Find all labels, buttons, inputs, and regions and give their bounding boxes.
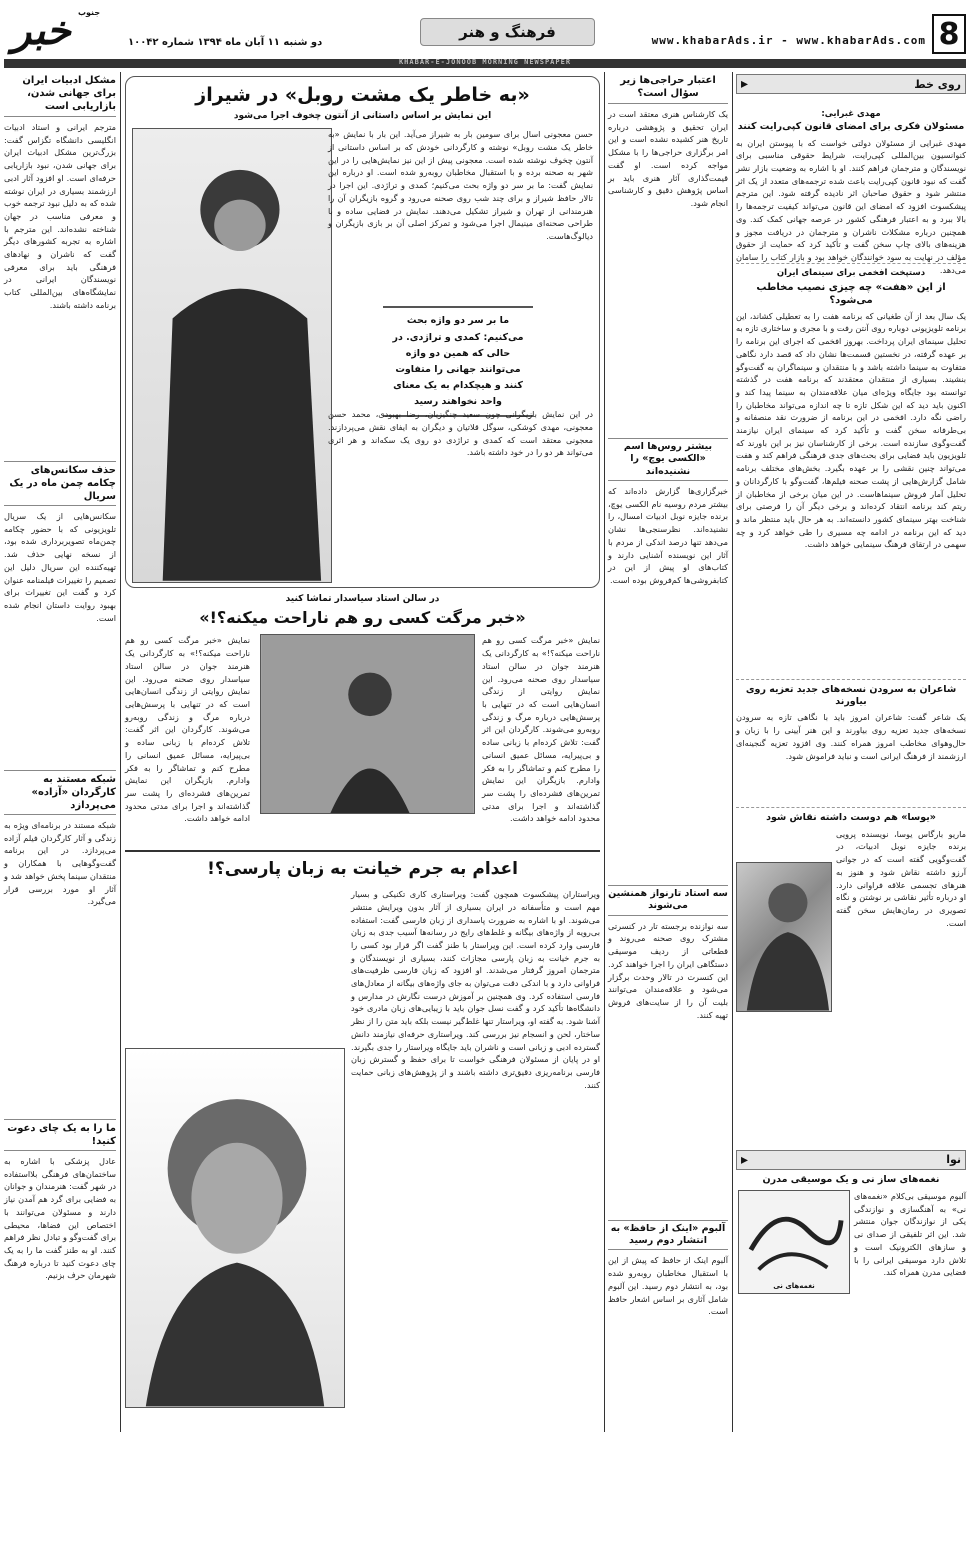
- column-divider: [120, 72, 121, 1432]
- language-story: [125, 850, 600, 1432]
- story-text: ماریو بارگاس یوسا، نویسنده پرویی برنده جایزه نوبل ادبیات، در گفت‌وگویی گفته است که در جوانی آرزو داشته نقاش شود و هنوز به هنرهای تجسمی علاقه فراوانی دارد. او درباره تأثیر نقاشی بر نوشتن و نگاه تصویری در رمان‌هایش سخن گفته است.: [836, 828, 966, 928]
- story-body: نمایش «خبر مرگت کسی رو هم ناراحت میکنه؟!» به کارگردانی یک هنرمند جوان در سالن استاد سیاسدار روی صحنه می‌رود. این نمایش روایتی از زندگی انسان‌هایی است که در تنهایی با پرسش‌هایی درباره مرگ و زندگی روبه‌رو می‌شوند. کارگردان این اثر گفت: تلاش کرده‌ام با زبانی ساده و بی‌پیرایه، مسائل عمیق انسانی را مطرح کنم و تماشاگر را به فکر وادارم. بازیگران این نمایش تمرین‌های فشرده‌ای را پشت سر گذاشته‌اند و اجرا برای مدتی محدود ادامه خواهد داشت.: [125, 635, 250, 824]
- column-divider: [604, 72, 605, 1432]
- story-body: مهدی غبرایی از مسئولان دولتی خواست که با پیوستن ایران به کنوانسیون بین‌المللی کپی‌رایت، شرایط حقوقی مناسبی برای نویسندگان و مترجمان فراهم کنند. او با اشاره به وضعیت بازار نشر گفت که نبود قانون کپی‌رایت باعث شده ترجمه‌های متعدد از یک اثر منتشر شود و حقوق صاحبان اثر نادیده گرفته شود. این مترجم پیشکسوت افزود که امضای این قانون می‌تواند کیفیت ترجمه‌ها را بالا ببرد و به اعتبار فرهنگی کشور در عرصه جهانی کمک کند. وی همچنین درباره مشکلات ناشران و مترجمان در دریافت مجوز و هزینه‌های بالای چاپ سخن گفت و تأکید کرد که حمایت از حقوق مؤلف در نهایت به سود خوانندگان خواهد بود و بازار کتاب را سامان می‌دهد.: [736, 137, 966, 275]
- album-cover-title: نغمه‌های نی: [773, 1281, 815, 1290]
- story-body: نمایش «خبر مرگت کسی رو هم ناراحت میکنه؟!» به کارگردانی یک هنرمند جوان در سالن استاد سیاسدار روی صحنه می‌رود. این نمایش روایتی از زندگی انسان‌هایی است که در تنهایی با پرسش‌هایی درباره مرگ و زندگی روبه‌رو می‌شوند. کارگردان این اثر گفت: تلاش کرده‌ام با زبانی ساده و بی‌پیرایه، مسائل عمیق انسانی را مطرح کنم و تماشاگر را به فکر وادارم. بازیگران این نمایش تمرین‌های فشرده‌ای را پشت سر گذاشته‌اند و اجرا برای مدتی محدود ادامه خواهد داشت.: [482, 635, 600, 824]
- pull-quote: ما بر سر دو واژه بحث می‌کنیم: کمدی و تراژدی. در حالی که همین دو واژه می‌توانند جهانی را متفاوت کنند و هیچکدام به یک معنای واحد نخواهند رسید: [383, 306, 533, 417]
- story-body: مترجم ایرانی و استاد ادبیات انگلیسی دانشگاه تگزاس گفت: بزرگ‌ترین مشکل ادبیات ایران برای جهانی شدن، نبود بازاریابی حرفه‌ای است. او افزود آثار ادبی ارزشمند بسیاری در ایران نوشته شده که به دلیل نبود ترجمه خوب و معرفی مناسب در جهان شناخته نشده‌اند. این مترجم با اشاره به تجربه کشورهای دیگر گفت که ناشران و نهادهای فرهنگی باید برای معرفی نویسندگان ایرانی در نمایشگاه‌های بین‌المللی کتاب برنامه داشته باشند.: [4, 122, 116, 310]
- newspaper-logo: [8, 6, 120, 58]
- story-title: شاعران به سرودن نسخه‌های جدید تعزیه روی بیاورند: [745, 683, 957, 708]
- story-title: از این «هفت» چه چیزی نصیب مخاطب می‌شود؟: [756, 281, 946, 306]
- right-column: [736, 74, 966, 1432]
- left-column: [4, 74, 116, 1432]
- story-body: یک کارشناس هنری معتقد است در ایران تحقیق و پژوهشی درباره تاریخ هنر کشیده نشده است و این امر برگزاری حراجی‌ها را با مشکل مواجه کرده است. او گفت قیمت‌گذاری آثار هنری باید بر اساس پژوهش دقیق و کارشناسی انجام شود.: [608, 109, 728, 208]
- banner-text: KHABAR-E-JONOOB MORNING NEWSPAPER: [398, 58, 572, 66]
- theater-story: [125, 594, 600, 844]
- story-body: [736, 1190, 966, 1380]
- arrow-icon: ▸: [741, 1151, 749, 1168]
- story-body: سه نوازنده برجسته تار در کنسرتی مشترک روی صحنه می‌روند و قطعاتی از ردیف موسیقی دستگاهی ایران را اجرا خواهند کرد. این کنسرت در تالار وحدت برگزار می‌شود و علاقه‌مندان می‌توانند بلیت آن را از سایت‌های فروش تهیه کنند.: [608, 920, 728, 1020]
- story-body: خبرگزاری‌ها گزارش داده‌اند که بیشتر مردم روسیه نام الکسی یوچ، برنده جایزه نوبل ادبیات امسال، را نشنیده‌اند. نظرسنجی‌ها نشان می‌دهد تنها درصد اندکی از مردم با آثار این نویسنده آشنایی دارند و کتاب‌های او پیش از این در کتابفروشی‌ها کم‌فروش بوده است.: [608, 486, 728, 585]
- section-title: فرهنگ و هنر: [420, 18, 595, 46]
- logo-sub: جنوب: [78, 8, 101, 17]
- story-title: سه استاد تارنواز همنشین می‌شوند: [608, 885, 728, 916]
- story-title: اعتبار حراجی‌ها زیر سؤال است؟: [608, 74, 728, 104]
- site-url[interactable]: www.khabarAds.ir - www.khabarAds.com: [651, 34, 926, 47]
- story-text: ویراستاران پیشکسوت همچون گفت: ویراستاری کاری تکنیکی و بسیار مهم است و متأسفانه در ایران بسیاری از آثار بدون ویرایش منتشر می‌شوند. او با اشاره به ضرورت پاسداری از زبان فارسی گفت: استفاده بی‌رویه از واژه‌های بیگانه و غلط‌های رایج در رسانه‌ها آسیب جدی به زبان فارسی وارد کرده است. این ویراستار با طنز گفت اگر قرار بود کسی را به جرم خیانت به زبان پارسی مجازات کنند، بسیاری از نویسندگان و مترجمان امروز گرفتار می‌شدند. او افزود که زبان فارسی ظرفیت‌های فراوانی دارد و با اندکی دقت می‌توان به جای واژه‌های بیگانه از معادل‌های فارسی استفاده کرد. وی همچنین بر آموزش درست نگارش در مدارس و دانشگاه‌ها تأکید کرد و گفت نسل جوان باید با زیبایی‌های زبان مادری خود آشنا شود. به گفته او، ویراستار تنها غلط‌گیر نیست بلکه باید متن را از نظر ساختار، لحن و انسجام نیز بررسی کند. ویراستاری حرفه‌ای نیازمند دانش گسترده ادبی و زبانی است و ناشران باید جایگاه ویراستار را جدی بگیرند. او در پایان از مسئولان فرهنگی خواست تا برای حفظ و گسترش زبان فارسی برنامه‌ریزی دقیق‌تری داشته باشند و از پژوهش‌های زبانی حمایت کنند.: [351, 889, 600, 1090]
- float-spacer: [736, 1190, 854, 1298]
- feature-body: در این نمایش بازیگرانی چون سعید چنگیزیان، رضا بهبودی، محمد حسن معجونی، مهدی کوشکی، سوگل قلاتیان و دیگران به ایفای نقش می‌پردازند. معجونی معتقد است که کمدی و تراژدی دو روی یک سکه‌اند و هر اثری می‌تواند هر دو را در خود داشته باشد.: [328, 409, 593, 458]
- scene-photo: [260, 634, 475, 814]
- story-author: مهدی غبرایی:: [821, 109, 881, 119]
- story-body: [125, 888, 600, 1428]
- story-title: مشکل ادبیات ایران برای جهانی شدن، بازاریابی است: [4, 74, 116, 117]
- feature-title: «به خاطر یک مشت روبل» در شیراز: [195, 84, 530, 106]
- box-title: روی خط: [914, 77, 961, 91]
- story-body: یک شاعر گفت: شاعران امروز باید با نگاهی تازه به سرودن نسخه‌های جدید تعزیه روی بیاورند و این هنر آیینی را با زبان و حال‌وهوای مخاطب امروز همراه کنند. وی افزود تعزیه گنجینه‌ای ارزشمند از فرهنگ ایرانی است و نباید فراموش شود.: [736, 712, 966, 761]
- masthead: [0, 0, 970, 66]
- story-body: عادل پزشکی با اشاره به ساختمان‌های فرهنگی بلااستفاده در شهر گفت: هنرمندان و جوانان به فضایی برای گرد هم آمدن نیاز دارند و مسئولان می‌توانند با اختصاص این فضاها، محیطی برای گفت‌وگو و تبادل نظر فراهم کنند. او به طنز گفت ما را به یک چای دعوت کنید تا درباره فرهنگ شهرمان حرف بزنیم.: [4, 1156, 116, 1281]
- story-title: ما را به یک چای دعوت کنید!: [4, 1119, 116, 1151]
- person-silhouette-icon: [261, 635, 474, 813]
- section-box-header: [736, 1150, 966, 1170]
- feature-body: حسن معجونی اسال برای سومین بار به شیراز می‌آید. این بار با نمایش «به خاطر یک مشت روبل» نوشته و کارگردانی خودش که بر اساس داستانی از آنتون چخوف نوشته شده است. معجونی پیش از این نیز نمایش‌هایی را در این شهر به صحنه برده و با استقبال مخاطبان روبه‌رو شده است. او درباره این نمایش گفت: ما بر سر دو واژه بحث می‌کنیم؛ کمدی و تراژدی. این اجرا در تالار حافظ شیراز و برای چند شب روی صحنه می‌رود و گروه بازیگران آن را هنرمندانی از تهران و شیراز تشکیل می‌دهند. نمایش در فضایی ساده و با طراحی صحنه‌ای مینیمال اجرا می‌شود و تمرکز اصلی آن بر بازی بازیگران و دیالوگ‌هاست.: [328, 129, 593, 241]
- banner-strip: [4, 59, 966, 68]
- float-spacer: [736, 828, 836, 1018]
- feature-story: [125, 76, 600, 588]
- story-title: شبکه مستند به کارگردان «آزاده» می‌پردازد: [4, 770, 116, 815]
- story-text: آلبوم موسیقی بی‌کلام «نغمه‌های نی» به آهنگسازی و نوازندگی یکی از نوازندگان جوان منتشر شد. این اثر تلفیقی از صدای نی و سازهای الکترونیک است و تلاش دارد موسیقی ایرانی را با فضایی مدرن همراه کند.: [854, 1191, 966, 1278]
- story-title: آلبوم «اینک از حافظ» به انتشار دوم رسید: [608, 1220, 728, 1251]
- box-title: نوا: [946, 1153, 961, 1167]
- story-title: مسئولان فکری برای امضای قانون کپی‌رایت کنند: [737, 121, 965, 133]
- story-title: «یوسا» هم دوست داشته نقاش شود: [766, 812, 936, 824]
- story-title: حذف سکانس‌های چکامه چمن ماه در یک سریال: [4, 461, 116, 506]
- arrow-icon: ▸: [741, 76, 749, 92]
- story-body: یک سال بعد از آن طغیانی که برنامه هفت را به تعطیلی کشاند، این برنامه تلویزیونی دوباره روی آنتن رفت و با مجری و ساختاری تازه به تحلیل سینمای ایران پرداخت. بهروز افخمی که اجرای این برنامه را بر عهده گرفته، در نخستین قسمت‌ها نشان داد که قصد دارد نگاهی متفاوت به سینما داشته باشد و با منتقدان و سینماگران به گفت‌وگو بنشیند. بسیاری از منتقدان معتقدند که برنامه هفت در گذشته توانسته بود جایگاه ویژه‌ای میان علاقه‌مندان به سینما پیدا کند و اکنون باید دید که این شکل تازه تا چه اندازه می‌تواند مخاطبان را راضی نگه دارد. افخمی در این برنامه از ضرورت نقد منصفانه و بی‌طرفانه سخن گفت و تأکید کرد که سینمای ایران نیازمند گفت‌وگوی سازنده است. برخی از کارشناسان نیز بر این باورند که تلویزیون باید فضایی برای بحث‌های جدی فرهنگی فراهم کند و هفت می‌تواند چنین نقشی را بر عهده بگیرد. بخش‌های مختلف برنامه شامل گزارش‌هایی از پشت صحنه فیلم‌ها، گفت‌وگو با کارگردانان و تحلیل آمار فروش سینماهاست. در این میان برخی از مخاطبان از ریتم کند برنامه انتقاد کرده‌اند و برخی دیگر آن را فرصتی برای شناخت بهتر سینمای کشور دانسته‌اند. به هر حال باید منتظر ماند و دید که این برنامه در ادامه چه مسیری را طی خواهد کرد و چه سهمی در ارتقای فرهنگ سینمایی خواهد داشت.: [735, 310, 966, 550]
- feature-subtitle: این نمایش بر اساس داستانی از آنتون چخوف اجرا می‌شود: [233, 110, 492, 121]
- person-silhouette-icon: [133, 129, 331, 582]
- column-divider: [732, 72, 733, 1432]
- story-title: اعدام به جرم خیانت به زبان پارسی؟!: [207, 859, 518, 879]
- page-number: 8: [932, 14, 966, 54]
- story-body: شبکه مستند در برنامه‌ای ویژه به زندگی و آثار کارگردان فیلم آزاده می‌پردازد. در این برنامه گفت‌وگوهایی با همکاران و منتقدان سینما پخش خواهد شد و آثار او مورد بررسی قرار می‌گیرد.: [4, 820, 116, 907]
- story-kicker: دستپخت افخمی برای سینمای ایران: [776, 267, 926, 278]
- story-body: آلبوم اینک از حافظ که پیش از این با استقبال مخاطبان روبه‌رو شده بود، به انتشار دوم رسید. این آلبوم شامل آثاری بر اساس اشعار حافظ است.: [608, 1255, 728, 1317]
- story-title: بیشتر روس‌ها اسم «الکسی یوچ» را نشنیده‌اند: [608, 438, 728, 481]
- logo-text: خبر: [12, 7, 71, 54]
- story-kicker: در سالن استاد سیاسدار تماشا کنید: [285, 594, 440, 604]
- section-box-header: [736, 74, 966, 94]
- float-spacer: [125, 1048, 351, 1568]
- story-title: نغمه‌های ساز نی و یک موسیقی مدرن: [762, 1173, 940, 1185]
- story-body: [736, 828, 966, 1128]
- divider: [736, 807, 966, 808]
- story-body: سکانس‌هایی از یک سریال تلویزیونی که با حضور چکامه چمن‌ماه تصویربرداری شده بود، از نسخه نهایی حذف شد. تهیه‌کننده این سریال دلیل این تصمیم را تغییرات فیلمنامه عنوان کرد و گفت این تغییرات برای بهبود روایت داستان انجام شده است.: [4, 511, 116, 623]
- briefs-column: [608, 74, 728, 1432]
- issue-date: دو شنبه ۱۱ آبان ماه ۱۳۹۴ شماره ۱۰۰۴۲: [128, 37, 323, 48]
- divider: [736, 679, 966, 680]
- story-title: «خبر مرگت کسی رو هم ناراحت میکنه؟!»: [199, 607, 526, 627]
- actor-photo: [132, 128, 332, 583]
